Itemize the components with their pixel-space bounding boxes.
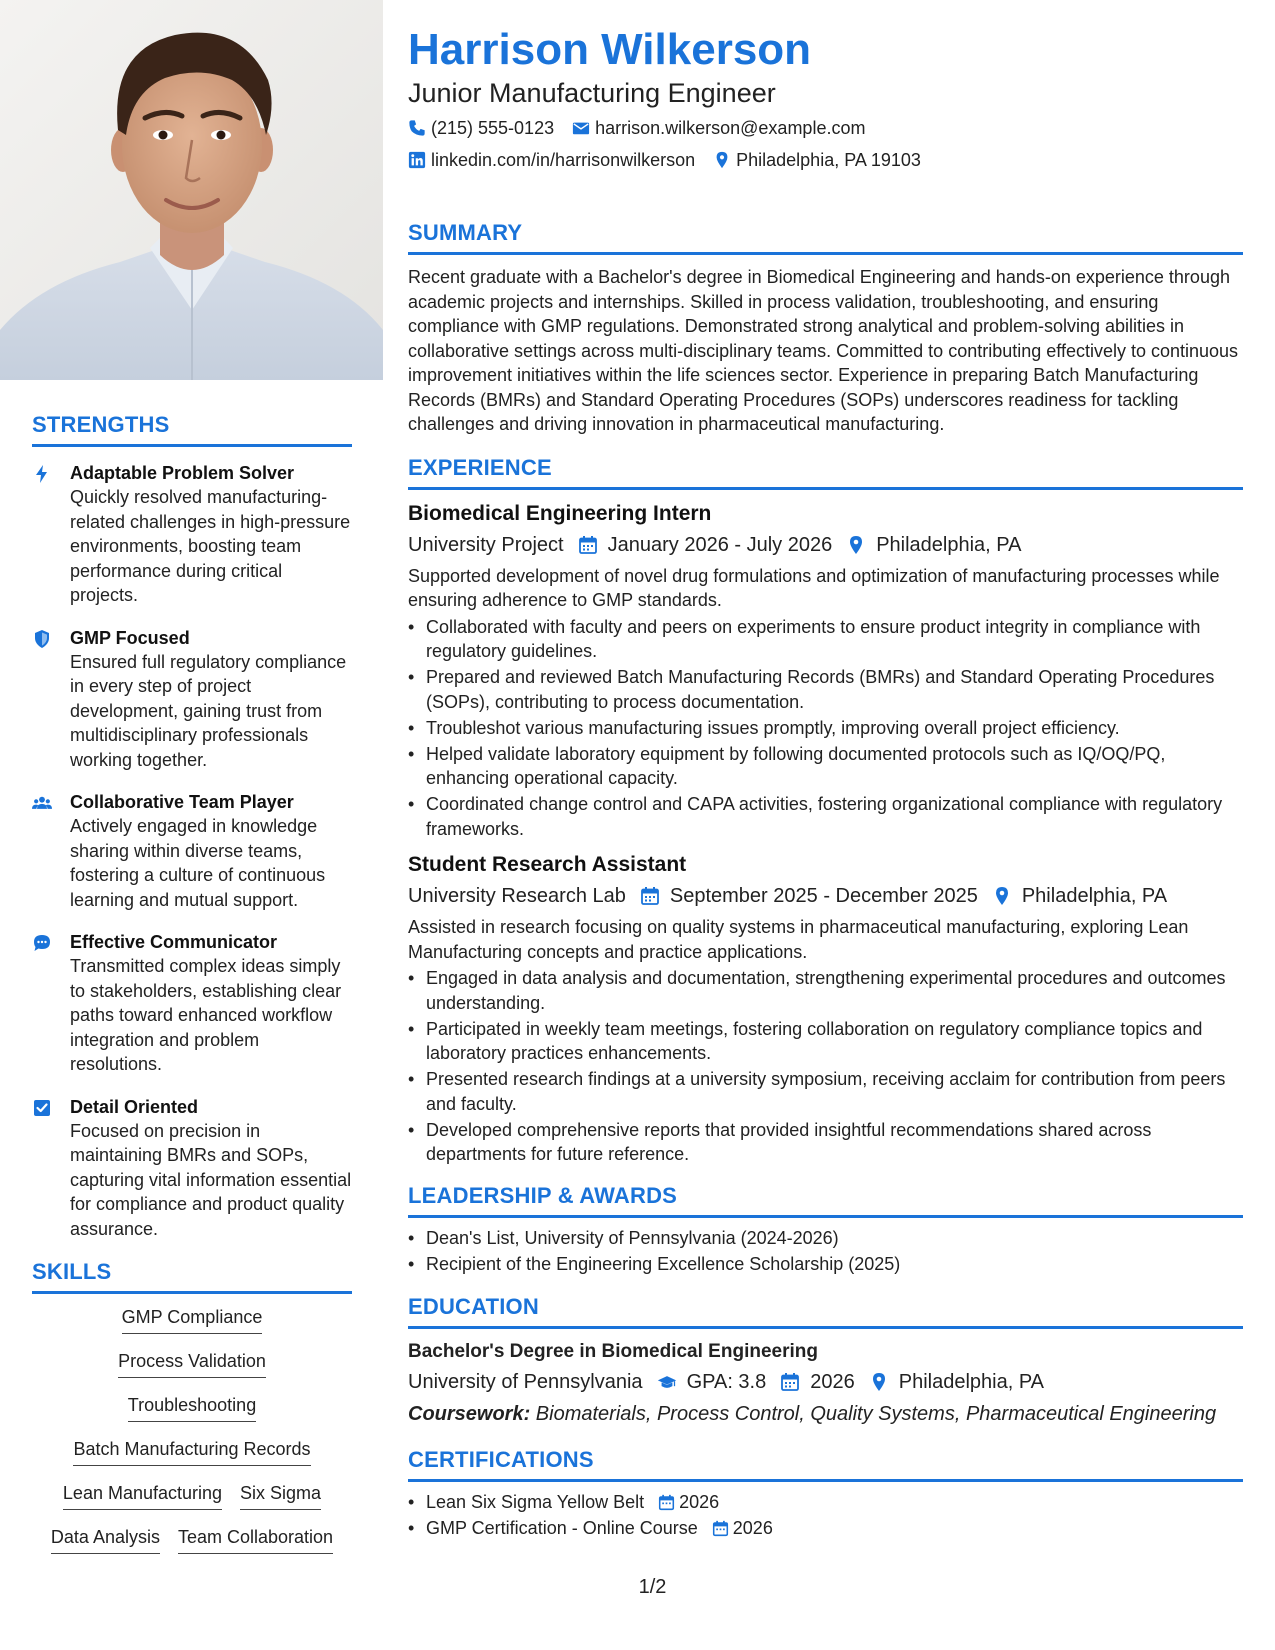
profile-photo [0, 0, 383, 380]
coursework-label: Coursework: [408, 1403, 531, 1425]
strength-item [32, 461, 352, 608]
experience-section [408, 455, 1243, 1167]
job-meta [408, 530, 1243, 560]
map-pin-icon [713, 151, 731, 169]
calendar-icon [780, 1372, 800, 1392]
job-entry [408, 851, 1243, 1167]
skill-tag: GMP Compliance [122, 1306, 263, 1334]
strength-desc: Focused on precision in maintaining BMRs and SOPs, capturing vital information essential for compliance and product quality assurance. [70, 1120, 352, 1239]
strength-item [32, 626, 352, 773]
skill-tag: Batch Manufacturing Records [73, 1438, 310, 1466]
job-title: Student Research Assistant [408, 853, 687, 876]
strength-desc: Ensured full regulatory compliance in every step of project development, gaining trust from multidisciplinary professionals working together. [70, 651, 347, 770]
left-column [0, 0, 383, 1650]
strength-desc: Transmitted complex ideas simply to stakeholders, establishing clear paths toward enhanced workflow integration and problem resolutions. [70, 956, 342, 1074]
skill-row [128, 1394, 256, 1422]
skills-list [32, 1306, 352, 1570]
email-text: harrison.wilkerson@example.com [595, 118, 866, 138]
awards-section [408, 1183, 1243, 1277]
strength-title: GMP Focused [70, 627, 190, 648]
skill-row [63, 1482, 321, 1510]
certifications-list [408, 1490, 1243, 1541]
job-description: Supported development of novel drug formulations and optimization of manufacturing processes while ensuring adherence to GMP standards. [408, 565, 1220, 610]
list-item [408, 1516, 1243, 1541]
cert-name: • Lean Six Sigma Yellow Belt [426, 1492, 645, 1512]
strength-item [32, 1095, 352, 1242]
candidate-name: Harrison Wilkerson [408, 25, 812, 74]
checkbox-icon [32, 1095, 70, 1242]
awards-rule [408, 1215, 1243, 1218]
right-column [408, 24, 1243, 1542]
strength-item [32, 930, 352, 1077]
candidate-title: Junior Manufacturing Engineer [408, 78, 776, 108]
job-bullets [408, 615, 1243, 842]
job-org: University Research Lab [408, 885, 626, 907]
list-item: • Participated in weekly team meetings, fostering collaboration on regulatory compliance topics and laboratory practices enhancements. [408, 1017, 1243, 1066]
strength-desc: Quickly resolved manufacturing-related challenges in high-pressure environments, boosting team performance during critical projects. [70, 487, 351, 605]
job-location: Philadelphia, PA [876, 533, 1022, 556]
education-heading: EDUCATION [408, 1294, 539, 1319]
skill-tag: Six Sigma [240, 1482, 321, 1510]
mail-icon [572, 119, 590, 137]
map-pin-icon [846, 535, 866, 555]
job-description: Assisted in research focusing on quality systems in pharmaceutical manufacturing, exploring Lean Manufacturing concepts and practice applications. [408, 917, 1189, 962]
skill-tag: Process Validation [118, 1350, 266, 1378]
list-item: • Troubleshot various manufacturing issues promptly, improving overall project efficiency. [408, 716, 1243, 741]
shield-icon [32, 626, 70, 773]
phone-text: (215) 555-0123 [431, 118, 555, 138]
experience-heading: EXPERIENCE [408, 454, 552, 480]
location-contact [713, 148, 921, 172]
summary-section [408, 220, 1243, 437]
education-school: University of Pennsylvania [408, 1371, 643, 1393]
location-text: Philadelphia, PA 19103 [736, 150, 921, 170]
calendar-icon [578, 535, 598, 555]
coursework [408, 1399, 1243, 1429]
strength-title: Adaptable Problem Solver [70, 463, 295, 483]
skill-tag: Data Analysis [51, 1526, 160, 1554]
job-meta [408, 881, 1243, 911]
job-dates: September 2025 - December 2025 [669, 885, 978, 907]
skill-row [73, 1438, 310, 1466]
certifications-section [408, 1447, 1243, 1541]
list-item: • Prepared and reviewed Batch Manufacturing Records (BMRs) and Standard Operating Procedures (SOPs), contributing to process documentation. [408, 665, 1243, 714]
awards-list [408, 1226, 1243, 1277]
phone-icon [408, 119, 426, 137]
certifications-rule [408, 1479, 1243, 1482]
strength-title: Collaborative Team Player [70, 792, 294, 812]
skills-heading: SKILLS [32, 1259, 112, 1284]
job-title: Biomedical Engineering Intern [408, 501, 712, 525]
calendar-icon [658, 1494, 675, 1511]
job-location: Philadelphia, PA [1021, 885, 1168, 907]
summary-text: Recent graduate with a Bachelor's degree in Biomedical Engineering and hands-on experience through academic projects and internships. Skilled in process validation, troubleshooting, and ensuring compliance with GMP regulations. Demonstrated strong analytical and problem-solving abilities in collaborative settings across multi-disciplinary teams. Committed to contributing effectively to continuous improvement initiatives within the life sciences sector. Experience in preparing Batch Manufacturing Records (BMRs) and Standard Operating Procedures (SOPs) underscores readiness for tackling challenges and driving innovation in pharmaceutical manufacturing. [408, 267, 1239, 434]
bolt-icon [32, 461, 70, 608]
list-item: • Dean's List, University of Pennsylvania (2024-2026) [408, 1226, 1243, 1251]
summary-heading: SUMMARY [408, 220, 523, 245]
job-org: University Project [408, 533, 564, 556]
list-item: • Coordinated change control and CAPA activities, fostering organizational compliance with regulatory frameworks. [408, 792, 1243, 841]
education-meta [408, 1367, 1243, 1397]
list-item: • Helped validate laboratory equipment by following documented protocols such as IQ/OQ/PQ, enhancing operational capacity. [408, 742, 1243, 791]
page-number: 1/2 [638, 1576, 667, 1598]
education-degree: Bachelor's Degree in Biomedical Engineering [408, 1341, 818, 1362]
calendar-icon [640, 886, 660, 906]
calendar-icon [712, 1520, 729, 1537]
list-item: • Presented research findings at a university symposium, receiving acclaim for contribution from peers and faculty. [408, 1067, 1243, 1116]
experience-rule [408, 487, 1243, 490]
coursework-text: Biomaterials, Process Control, Quality Systems, Pharmaceutical Engineering [530, 1403, 1217, 1425]
strengths-heading: STRENGTHS [32, 412, 170, 437]
skill-tag: Team Collaboration [178, 1526, 333, 1554]
cert-name: • GMP Certification - Online Course [426, 1518, 698, 1538]
graduation-cap-icon [657, 1372, 677, 1392]
list-item [408, 1490, 1243, 1515]
education-year: 2026 [810, 1371, 855, 1393]
skill-row [51, 1526, 333, 1554]
job-bullets [408, 966, 1243, 1167]
job-entry [408, 500, 1243, 842]
list-item: • Recipient of the Engineering Excellence Scholarship (2025) [408, 1252, 1243, 1277]
email-contact[interactable] [572, 116, 865, 140]
education-section [408, 1294, 1243, 1429]
strengths-list [32, 461, 352, 1241]
education-gpa: GPA: 3.8 [686, 1371, 767, 1393]
chat-icon [32, 930, 70, 1077]
education-rule [408, 1326, 1243, 1329]
map-pin-icon [869, 1372, 889, 1392]
skill-row [118, 1350, 266, 1378]
left-content [32, 412, 352, 1570]
awards-heading: LEADERSHIP & AWARDS [408, 1182, 678, 1208]
summary-rule [408, 252, 1243, 255]
linkedin-contact[interactable] [408, 148, 695, 172]
strength-desc: Actively engaged in knowledge sharing within diverse teams, fostering a culture of continuous learning and mutual support. [70, 816, 326, 910]
phone-contact[interactable] [408, 116, 554, 140]
users-icon [32, 790, 70, 912]
skill-tag: Lean Manufacturing [63, 1482, 222, 1510]
cert-year: 2026 [679, 1492, 720, 1512]
strength-item [32, 790, 352, 912]
strengths-rule [32, 444, 352, 447]
map-pin-icon [992, 886, 1012, 906]
skill-row [122, 1306, 263, 1334]
linkedin-text: linkedin.com/in/harrisonwilkerson [431, 150, 696, 170]
linkedin-icon [408, 151, 426, 169]
strength-title: Detail Oriented [70, 1096, 199, 1117]
skills-rule [32, 1291, 352, 1294]
certifications-heading: CERTIFICATIONS [408, 1447, 594, 1472]
job-dates: January 2026 - July 2026 [607, 533, 833, 556]
contact-row [408, 148, 1243, 172]
list-item: • Engaged in data analysis and documentation, strengthening experimental procedures and outcomes understanding. [408, 966, 1243, 1015]
skill-tag: Troubleshooting [128, 1394, 256, 1422]
education-location: Philadelphia, PA [898, 1371, 1045, 1393]
contact-row [408, 116, 1243, 140]
cert-year: 2026 [732, 1518, 773, 1538]
strength-title: Effective Communicator [70, 932, 278, 952]
list-item: • Developed comprehensive reports that provided insightful recommendations shared across departments for future reference. [408, 1118, 1243, 1167]
list-item: • Collaborated with faculty and peers on experiments to ensure product integrity in compliance with regulatory guidelines. [408, 615, 1243, 664]
